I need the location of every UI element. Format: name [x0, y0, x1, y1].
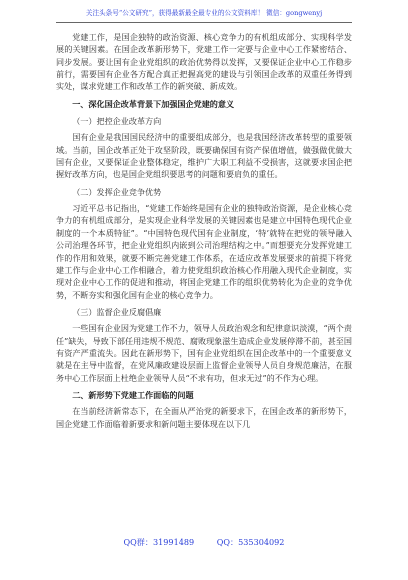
- paragraph-anti-corruption: 一些国有企业因为党建工作不力，领导人员政治观念和纪律意识淡漠，“两个责任”缺失，导致下部任用违规不规范、腐败现象滋生造成企业发展停滞不前，甚至国有资产严重流失。因此在新形势下，国有企业党组织在国企改革中的一个重要意义就是在主导中监督，在党风廉政建设层面上监督企业领导人员自身规范廉洁，在服务中心工作层面上杜绝企业领导人员“不求有功，但求无过”的不作为心理。: [56, 323, 352, 383]
- paragraph-competitive-advantage: 习近平总书记指出，“党建工作始终是国有企业的独特政治资源，是企业核心竞争力的有机组成部分，是实现企业科学发展的关键因素也是建立中国特色现代企业制度的一个本质特征”。“中国特色现代国有企业制度，‘特’就特在把党的领导融入公司治理各环节，把企业党组织内嵌到公司治理结构之中。”而想要充分发挥党建工作的作用和效果，就要不断完善党建工作体系，在适应改革发展要求的前提下将党建工作与企业中心工作相融合，着力使党组织政治核心作用融入现代企业制度，实现对企业中心工作的促进和推动，将国企党建工作的组织优势转化为企业的竞争优势，不断夯实和强化国有企业的核心竞争力。: [56, 203, 352, 300]
- footer-contact: [0, 536, 408, 548]
- footer-qq-number[interactable]: QQ：535304092: [216, 537, 285, 547]
- subsection-heading-3: （三）监督企业反腐倡廉: [72, 306, 162, 317]
- paragraph-reform-direction: 国有企业是我国国民经济中的重要组成部分，也是我国经济改革转型的重要领域。当前，国企改革正处于攻坚阶段，既要确保国有资产保值增值，做强做优做大国有企业，又要保证企业整体稳定，维护广大职工利益不受损害，这就要求国企把握好改革方向，也是国企党组织要思考的问题和要肩负的重任。: [56, 132, 352, 180]
- subsection-heading-2: （二）发挥企业竞争优势: [72, 186, 162, 197]
- footer-qq-group[interactable]: QQ群：31991489: [123, 537, 195, 547]
- section-heading-2: 二、新形势下党建工作面临的问题: [72, 389, 194, 400]
- intro-paragraph: 党建工作，是国企独特的政治资源、核心竞争力的有机组成部分、实现科学发展的关键因素。在国企改革新形势下，党建工作一定要与企业中心工作紧密结合、同步发展。要让国有企业党组织的政治优势得以发挥，又要保证企业中心工作稳步前行，需要国有企业各方配合真正把握高党的建设与引领国企改革的双重任务得到实处，谋求党建工作和改革工作的新突破、新成效。: [56, 32, 352, 92]
- header-link[interactable]: 关注头条号“公文研究”，获得最新最全最专业的公文资料库！ 微信：gongwenyj: [85, 9, 323, 17]
- paragraph-new-situation: 在当前经济新常态下，在全面从严治党的新要求下，在国企改革的新形势下，国企党建工作面临着新要求和新问题主要体现在以下几: [56, 406, 352, 429]
- subsection-heading-1: （一）把控企业改革方向: [72, 116, 162, 127]
- section-heading-1: 一、深化国企改革背景下加强国企党建的意义: [72, 98, 235, 109]
- header-divider: [56, 22, 352, 23]
